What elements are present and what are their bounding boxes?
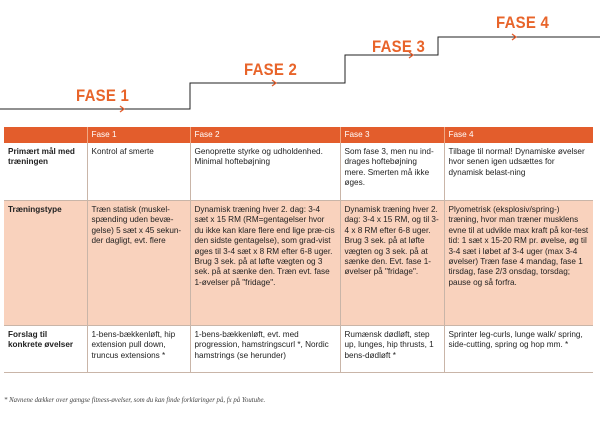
cell-goal-fase-2: Genoprette styrke og udholdenhed. Minimal hoftebøjning bbox=[190, 143, 340, 201]
cell-goal-fase-3: Som fase 3, men nu ind-drages hoftebøjning mere. Smerten må ikke øges. bbox=[340, 143, 444, 201]
cell-type-fase-1: Træn statisk (muskel-spænding uden bevæ-gelse) 5 sæt x 45 sekun-der dagligt, evt. flere bbox=[87, 201, 190, 326]
phase-label-4: FASE 4 bbox=[496, 13, 550, 32]
cell-goal-fase-4: Tilbage til normal! Dynamiske øvelser hvor senen igen udsættes for dynamisk belast-ning bbox=[444, 143, 593, 201]
training-plan-table bbox=[4, 127, 593, 373]
header-fase-2: Fase 2 bbox=[190, 127, 340, 143]
header-fase-4: Fase 4 bbox=[444, 127, 593, 143]
row-label-exercises: Forslag til konkrete øvelser bbox=[4, 326, 87, 373]
footnote: * Navnene dækker over gængse fitness-øvelser, som du kan finde forklaringer på, fx på Youtube. bbox=[4, 397, 266, 404]
table-row-exercises bbox=[4, 326, 593, 373]
cell-goal-fase-1: Kontrol af smerte bbox=[87, 143, 190, 201]
phase-label-2: FASE 2 bbox=[244, 60, 298, 79]
cell-exercises-fase-2: 1-bens-bækkenløft, evt. med progression, hamstringscurl *, Nordic hamstrings (se herunder) bbox=[190, 326, 340, 373]
cell-exercises-fase-1: 1-bens-bækkenløft, hip extension pull down, truncus extensions * bbox=[87, 326, 190, 373]
cell-type-fase-4: Plyometrisk (eksplosiv/spring-) træning, hvor man træner musklens evne til at udvikle max kraft på kor-test tid: 1 sæt x 15-20 RM pr. øvelse, øg til 3-4 sæt i løbet af 3-4 uger (max 3-4 øvelser) Træn fase 4 mandag, fase 1 tirsdag, fase 2/3 onsdag, torsdag; pause og så forfra. bbox=[444, 201, 593, 326]
row-label-goal: Primært mål med træningen bbox=[4, 143, 87, 201]
header-fase-3: Fase 3 bbox=[340, 127, 444, 143]
cell-exercises-fase-3: Rumænsk dødløft, step up, lunges, hip thrusts, 1 bens-dødløft * bbox=[340, 326, 444, 373]
cell-type-fase-2: Dynamisk træning hver 2. dag: 3-4 sæt x 15 RM (RM=gentagelser hvor du ikke kan klare flere end lige præ-cis den sidste gentagelse), som grad-vist øges til 3-4 sæt x 8 RM efter 6-8 uger. Brug 3 sek. på at løfte vægten og 3 sek. på at sænke den. Træn evt. fase 1-øvelser på "fridage". bbox=[190, 201, 340, 326]
table-row-goal bbox=[4, 143, 593, 201]
table-row-training-type bbox=[4, 201, 593, 326]
header-corner bbox=[4, 127, 87, 143]
phase-label-1: FASE 1 bbox=[76, 86, 130, 105]
cell-exercises-fase-4: Sprinter leg-curls, lunge walk/ spring, side-cutting, spring og hop mm. * bbox=[444, 326, 593, 373]
row-label-training-type: Træningstype bbox=[4, 201, 87, 326]
phase-label-3: FASE 3 bbox=[372, 37, 426, 56]
table-header-row bbox=[4, 127, 593, 143]
cell-type-fase-3: Dynamisk træning hver 2. dag: 3-4 x 15 RM, og til 3-4 x 8 RM efter 6-8 uger. Brug 3 sek. på at løfte vægten og 3 sek. på at sænke den. Evt. fase 1-øvelser på "fridage". bbox=[340, 201, 444, 326]
header-fase-1: Fase 1 bbox=[87, 127, 190, 143]
